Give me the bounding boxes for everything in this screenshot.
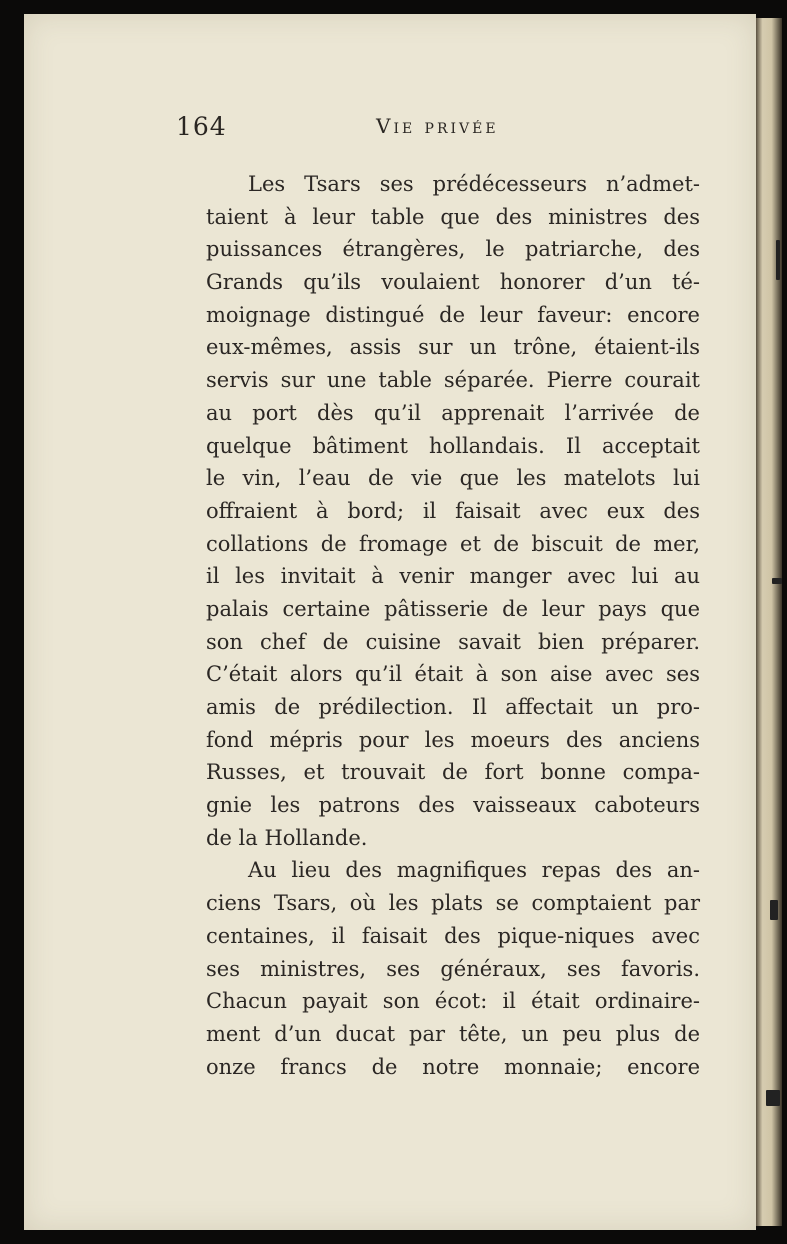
- text-line: ciens Tsars, où les plats se comptaient par: [206, 891, 700, 916]
- text-line: Russes, et trouvait de fort bonne compa-: [206, 760, 700, 785]
- text-line: son chef de cuisine savait bien préparer.: [206, 629, 700, 654]
- edge-mark: [770, 900, 778, 920]
- text-line: ment d’un ducat par tête, un peu plus de: [206, 1021, 700, 1046]
- text-line: Chacun payait son écot: il était ordinaire-: [206, 989, 700, 1014]
- edge-mark: [776, 240, 780, 280]
- text-line: C’était alors qu’il était à son aise avec ses: [206, 662, 700, 687]
- text-line: moignage distingué de leur faveur: encore: [206, 302, 700, 327]
- text-line: servis sur une table séparée. Pierre courait: [206, 368, 700, 393]
- text-line: offraient à bord; il faisait avec eux des: [206, 498, 700, 523]
- text-line: Les Tsars ses prédécesseurs n’admet-: [248, 172, 700, 196]
- text-line: il les invitait à venir manger avec lui au: [206, 564, 700, 589]
- text-line: quelque bâtiment hollandais. Il acceptait: [206, 433, 700, 458]
- text-line: puissances étrangères, le patriarche, des: [206, 237, 700, 262]
- text-line: fond mépris pour les moeurs des anciens: [206, 727, 700, 752]
- text-line: ses ministres, ses généraux, ses favoris.: [206, 956, 700, 981]
- text-line: eux-mêmes, assis sur un trône, étaient-ils: [206, 335, 700, 360]
- text-line: de la Hollande.: [206, 825, 368, 850]
- text-line: gnie les patrons des vaisseaux caboteurs: [206, 793, 700, 818]
- text-line: Grands qu’ils voulaient honorer d’un té-: [206, 270, 700, 295]
- adjacent-page-edge: [756, 18, 782, 1226]
- text-line: amis de prédilection. Il affectait un pro-: [206, 695, 700, 719]
- body-text: [206, 168, 700, 1083]
- edge-mark: [766, 1090, 780, 1106]
- text-line: taient à leur table que des ministres des: [206, 204, 700, 229]
- page-number: 164: [176, 112, 227, 141]
- text-line: centaines, il faisait des pique-niques avec: [206, 923, 700, 948]
- text-line: au port dès qu’il apprenait l’arrivée de: [206, 400, 700, 425]
- text-line: Au lieu des magnifiques repas des an-: [248, 858, 700, 883]
- text-line: onze francs de notre monnaie; encore: [206, 1054, 700, 1079]
- page-header: [176, 112, 706, 142]
- edge-mark: [772, 578, 782, 584]
- running-head: Vie privée: [376, 114, 499, 138]
- text-line: palais certaine pâtisserie de leur pays que: [206, 596, 700, 621]
- text-line: le vin, l’eau de vie que les matelots lui: [206, 466, 700, 491]
- text-line: collations de fromage et de biscuit de mer,: [206, 531, 700, 556]
